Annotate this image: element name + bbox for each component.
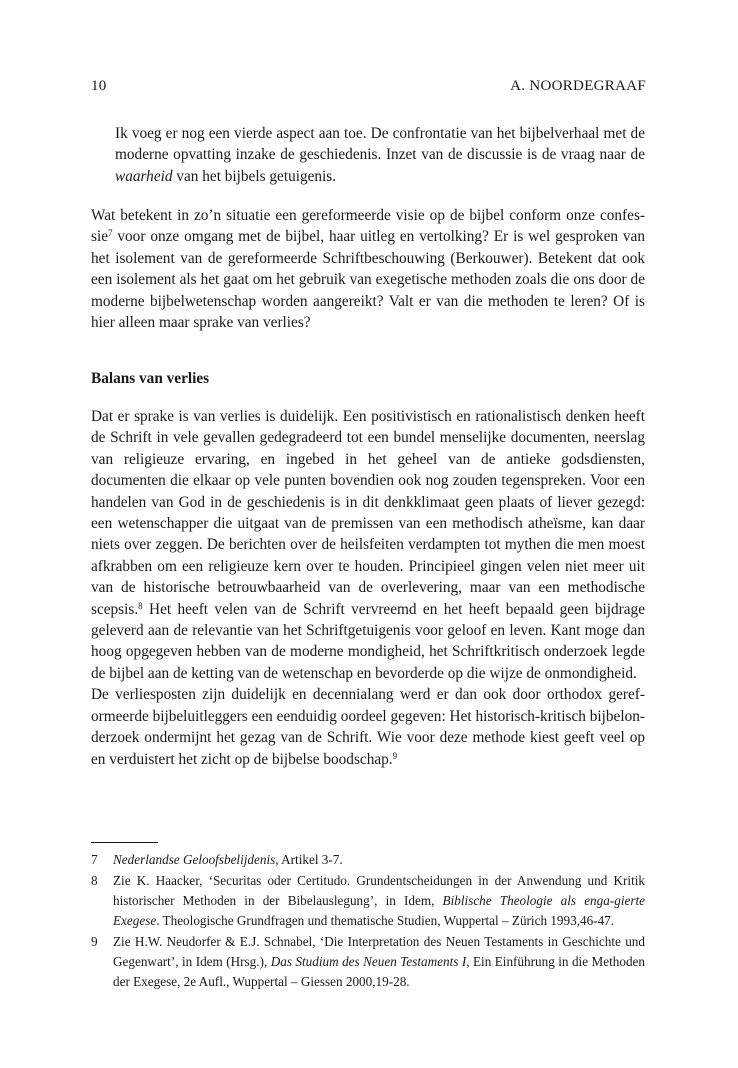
footnotes — [91, 850, 645, 993]
footnote-number: 8 — [91, 873, 98, 888]
footnote-text: Zie K. Haacker, ‘Securitas oder Certitudo. Grundentscheidungen in der Anwendung und Kritik historischer Methoden in der Bibelauslegung’, in Idem, Biblische Theologie als enga-gierte Exegese. Theologische Grundfragen und thematische Studien, Wuppertal – Zürich 1993,46-47. — [113, 873, 645, 928]
paragraph-2: Dat er sprake is van verlies is duidelijk. Een positivistisch en rationalistisch denken heeft de Schrift in vele gevallen gedegradeerd tot een bundel menselijke documenten, neerslag van religieuze ervaring, en ingebed in het geheel van de antieke godsdiensten, documenten die elkaar op vele punten bovendien ook nog zouden tegenspreken. Voor een handelen van God in de geschiedenis is in dit denkklimaat geen plaats of liever gezegd: een wetenschapper die uitgaat van de premissen van een methodisch atheïsme, kan daar niets over zeggen. De berichten over de heilsfeiten verdampten tot mythen die men moest afkrabben om een religieuze kern over te houden. Principieel gingen velen niet meer uit van de historische betrouwbaarheid van de overlevering, maar van een methodische scepsis.$^8$ Het heeft velen van de Schrift vervreemd en het heeft bepaald geen bijdrage geleverd aan de relevantie van het Schriftgetuigenis voor geloof en leven. Kant moge dan hoog opgegeven hebben van de moderne mondigheid, het Schriftkritisch onderzoek legde de bijbel aan de ketting van de wetenschap en bevorderde op die wijze de onmondigheid. De verliesposten zijn duidelijk en decennialang werd er dan ook door orthodox geref-ormeerde bijbeluitleggers een eenduidig oordeel gegeven: Het historisch-kritisch bijbelon-derzoek ondermijnt het gezag van de Schrift. Wie voor deze methode kiest geeft veel op en verduistert het zicht op de bijbelse boodschap.$^9$ — [91, 406, 645, 770]
paragraph-1: Wat betekent in zo’n situatie een gereformeerde visie op de bijbel conform onze confes-sie$^7$ voor onze omgang met de bijbel, haar uitleg en vertolking? Er is wel gesproken van het isolement van de gereformeerde Schriftbeschouwing (Berkouwer). Betekent dat ook een isolement als het gaat om het gebruik van exegetische methoden zoals die ons door de moderne bijbelwetenschap worden aangereikt? Valt er van die methoden te leren? Of is hier alleen maar sprake van verlies? — [91, 207, 645, 332]
footnote-number: 7 — [91, 852, 98, 867]
footnote-text: Nederlandse Geloofsbelijdenis, Artikel 3-7. — [113, 852, 343, 867]
footnote-ref-7[interactable]: 7 — [108, 228, 113, 239]
running-header — [91, 78, 646, 95]
footnote-ref-8[interactable]: 8 — [138, 600, 143, 611]
running-header-author: A. NOORDEGRAAF — [510, 78, 646, 94]
footnote-ref-9[interactable]: 9 — [392, 750, 398, 761]
quote-emphasis: waarheid — [115, 167, 173, 185]
paragraph-3: De verliesposten zijn duidelijk en decennialang werd er dan ook door orthodox geref-ormeerde bijbeluitleggers een eenduidig oordeel gegeven: Het historisch-kritisch bijbelon-derzoek ondermijnt het gezag van de Schrift. Wie voor deze methode kiest geeft veel op en verduistert het zicht op de bijbelse boodschap.$^9$ — [91, 686, 645, 768]
section-heading: Balans van verlies — [91, 370, 210, 387]
page-number: 10 — [91, 78, 107, 94]
footnote-separator — [91, 842, 158, 843]
footnote-9 — [91, 932, 645, 992]
footnote-7 — [91, 850, 645, 870]
footnote-number: 9 — [91, 934, 98, 949]
indented-quote: Ik voeg er nog een vierde aspect aan toe. De confrontatie van het bijbelverhaal met de moderne opvatting inzake de geschiedenis. Inzet van de discussie is de vraag naar de waarheid van het bijbels getuigenis. — [115, 125, 645, 185]
footnote-8 — [91, 871, 645, 931]
footnote-text: Zie H.W. Neudorfer & E.J. Schnabel, ‘Die Interpretation des Neuen Testaments in Geschichte und Gegenwart’, in Idem (Hrsg.), Das Studium des Neuen Testaments I, Ein Einführung in die Methoden der Exegese, 2e Aufl., Wuppertal – Giessen 2000,19-28. — [113, 934, 645, 989]
